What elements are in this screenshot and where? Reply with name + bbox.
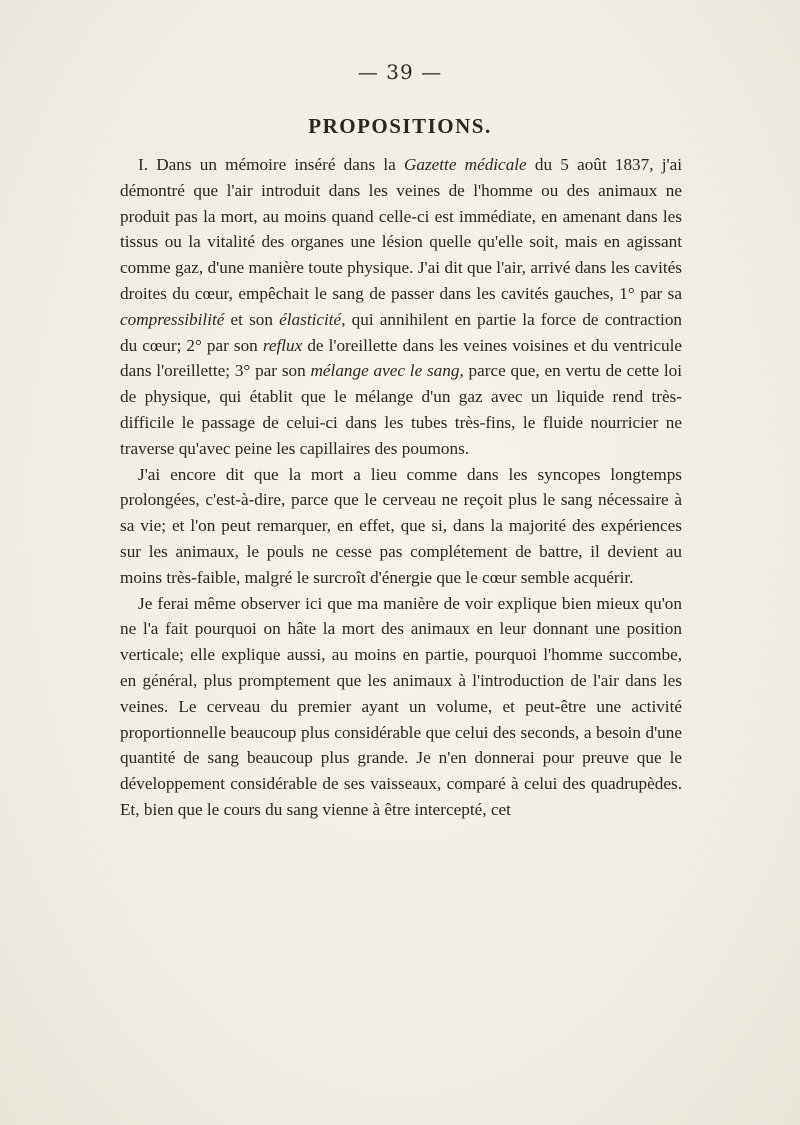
body-text xyxy=(120,152,682,823)
text-segment: Je ferai même observer ici que ma manière de voir explique bien mieux qu'on ne l'a fait pourquoi on hâte la mort des animaux en leur donnant une position verticale; elle explique aussi, au moins en partie, pourquoi l'homme succombe, en général, plus promptement que les animaux à l'introduction de l'air dans les veines. Le cerveau du premier ayant un volume, et peut-être une activité proportionnelle beaucoup plus considérable que celui des seconds, a besoin d'une quantité de sang beaucoup plus grande. Je n'en donnerai pour preuve que le développement considérable de ses vaisseaux, comparé à celui des quadrupèdes. Et, bien que le cours du sang vienne à être intercepté, cet xyxy=(120,593,682,819)
page-number: — 39 — xyxy=(357,60,443,84)
italic-text: compressibilité xyxy=(120,309,225,329)
page-title: PROPOSITIONS. xyxy=(308,114,492,138)
italic-text: Gazette médicale xyxy=(403,155,527,174)
text-segment: , qui annihilent en partie la force de contraction du cœur; 2° par son xyxy=(120,309,683,355)
italic-text: mélange avec le sang xyxy=(310,361,460,381)
italic-text: reflux xyxy=(262,335,303,355)
text-segment: de l'oreillette dans les veines voisines et du ventricule dans l'oreillette; 3° par son xyxy=(120,335,682,381)
text-segment: , parce que, en vertu de cette loi de physique, qui établit que le mélange d'un gaz avec un liquide rend très-difficile le passage de celui-ci dans les tubes très-fins, le fluide nourricier ne traverse qu'avec peine les capillaires des poumons. xyxy=(120,361,682,458)
italic-text: élasticité xyxy=(279,309,342,329)
paragraph xyxy=(120,152,682,462)
paragraph xyxy=(120,462,682,591)
text-segment: I. Dans un mémoire inséré dans la xyxy=(138,155,404,174)
text-segment: J'ai encore dit que la mort a lieu comme dans les syncopes longtemps prolongées, c'est-à-dire, parce que le cerveau ne reçoit plus le sang nécessaire à sa vie; et l'on peut remarquer, en effet, que si, dans la majorité des expériences sur les animaux, le pouls ne cesse pas complétement de battre, il devient au moins très-faible, malgré le surcroît d'énergie que le cœur semble acquérir. xyxy=(120,464,682,587)
text-segment: et son xyxy=(224,309,280,329)
text-segment: du 5 août 1837, j'ai démontré que l'air introduit dans les veines de l'homme ou des animaux ne produit pas la mort, au moins quand celle-ci est immédiate, en amenant dans les tissus ou la vitalité des organes une lésion quelle qu'elle soit, mais en agissant comme gaz, d'une manière toute physique. J'ai dit que l'air, arrivé dans les cavités droites du cœur, empêchait le sang de passer dans les cavités gauches, 1° par sa xyxy=(120,155,683,303)
paragraph xyxy=(120,591,682,823)
